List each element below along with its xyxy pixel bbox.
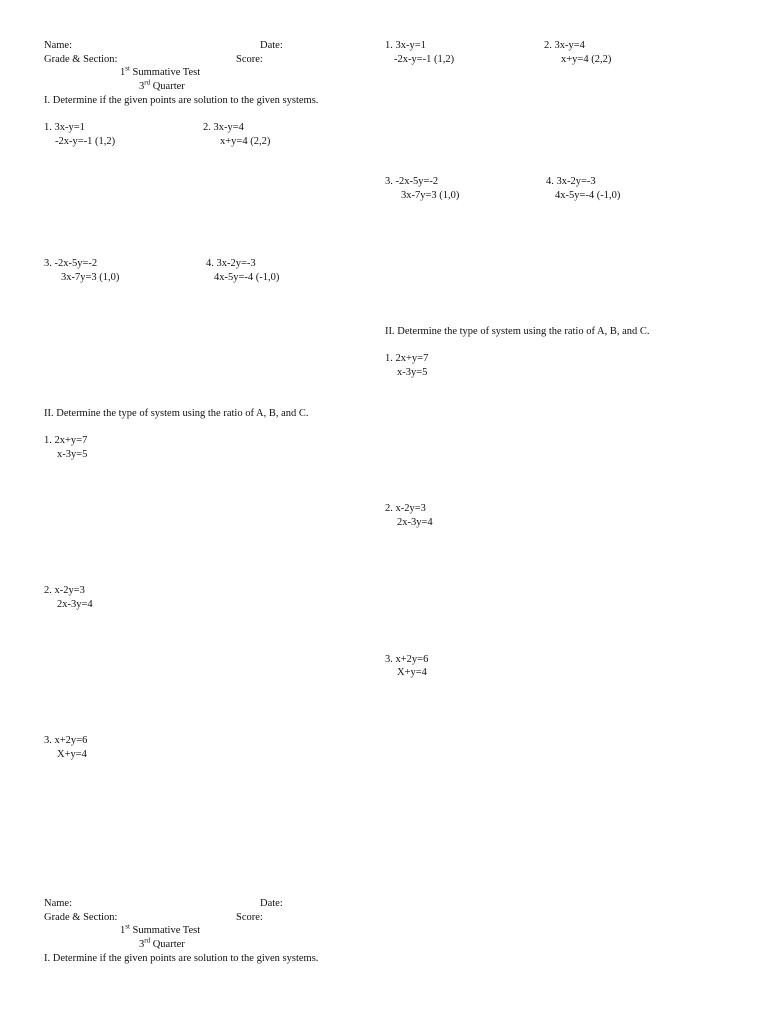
problem-equation: x-3y=5 [397,367,428,378]
grade-section-label: Grade & Section: [44,54,118,65]
name-label: Name: [44,898,72,909]
problem-equation: 3x-7y=3 (1,0) [61,272,120,283]
problem-equation: 2. x-2y=3 [385,503,426,514]
problem-equation: -2x-y=-1 (1,2) [394,54,455,65]
problem-equation: 2. x-2y=3 [44,585,85,596]
score-label: Score: [236,912,263,923]
problem-equation: x+y=4 (2,2) [561,54,612,65]
part1-instruction: I. Determine if the given points are solution to the given systems. [44,953,319,964]
problem-equation: 2x-3y=4 [57,599,93,610]
part2-instruction: II. Determine the type of system using the ratio of A, B, and C. [44,408,309,419]
grade-section-label: Grade & Section: [44,912,118,923]
problem-equation: 3. x+2y=6 [385,654,429,665]
date-label: Date: [260,898,283,909]
test-title: 1st Summative Test [120,64,201,78]
problem-equation: 4. 3x-2y=-3 [546,176,596,187]
problem-equation: x-3y=5 [57,449,88,460]
problem-equation: 3. -2x-5y=-2 [44,258,98,269]
problem-equation: X+y=4 [397,667,427,678]
problem-equation: 2. 3x-y=4 [203,122,244,133]
problem-equation: 4x-5y=-4 (-1,0) [555,190,621,201]
problem-equation: 1. 3x-y=1 [44,122,85,133]
problem-equation: -2x-y=-1 (1,2) [55,136,116,147]
problem-equation: 1. 3x-y=1 [385,40,426,51]
problem-equation: 3x-7y=3 (1,0) [401,190,460,201]
problem-equation: 2x-3y=4 [397,517,433,528]
problem-equation: X+y=4 [57,749,87,760]
name-label: Name: [44,40,72,51]
date-label: Date: [260,40,283,51]
problem-equation: 4x-5y=-4 (-1,0) [214,272,280,283]
problem-equation: 2. 3x-y=4 [544,40,585,51]
problem-equation: 3. x+2y=6 [44,735,88,746]
part1-instruction: I. Determine if the given points are solution to the given systems. [44,95,319,106]
part2-instruction: II. Determine the type of system using the ratio of A, B, and C. [385,326,650,337]
test-title: 1st Summative Test [120,922,201,936]
problem-equation: x+y=4 (2,2) [220,136,271,147]
problem-equation: 1. 2x+y=7 [44,435,88,446]
problem-equation: 4. 3x-2y=-3 [206,258,256,269]
problem-equation: 3. -2x-5y=-2 [385,176,439,187]
score-label: Score: [236,54,263,65]
quarter-label: 3rd Quarter [139,936,185,950]
problem-equation: 1. 2x+y=7 [385,353,429,364]
quarter-label: 3rd Quarter [139,78,185,92]
